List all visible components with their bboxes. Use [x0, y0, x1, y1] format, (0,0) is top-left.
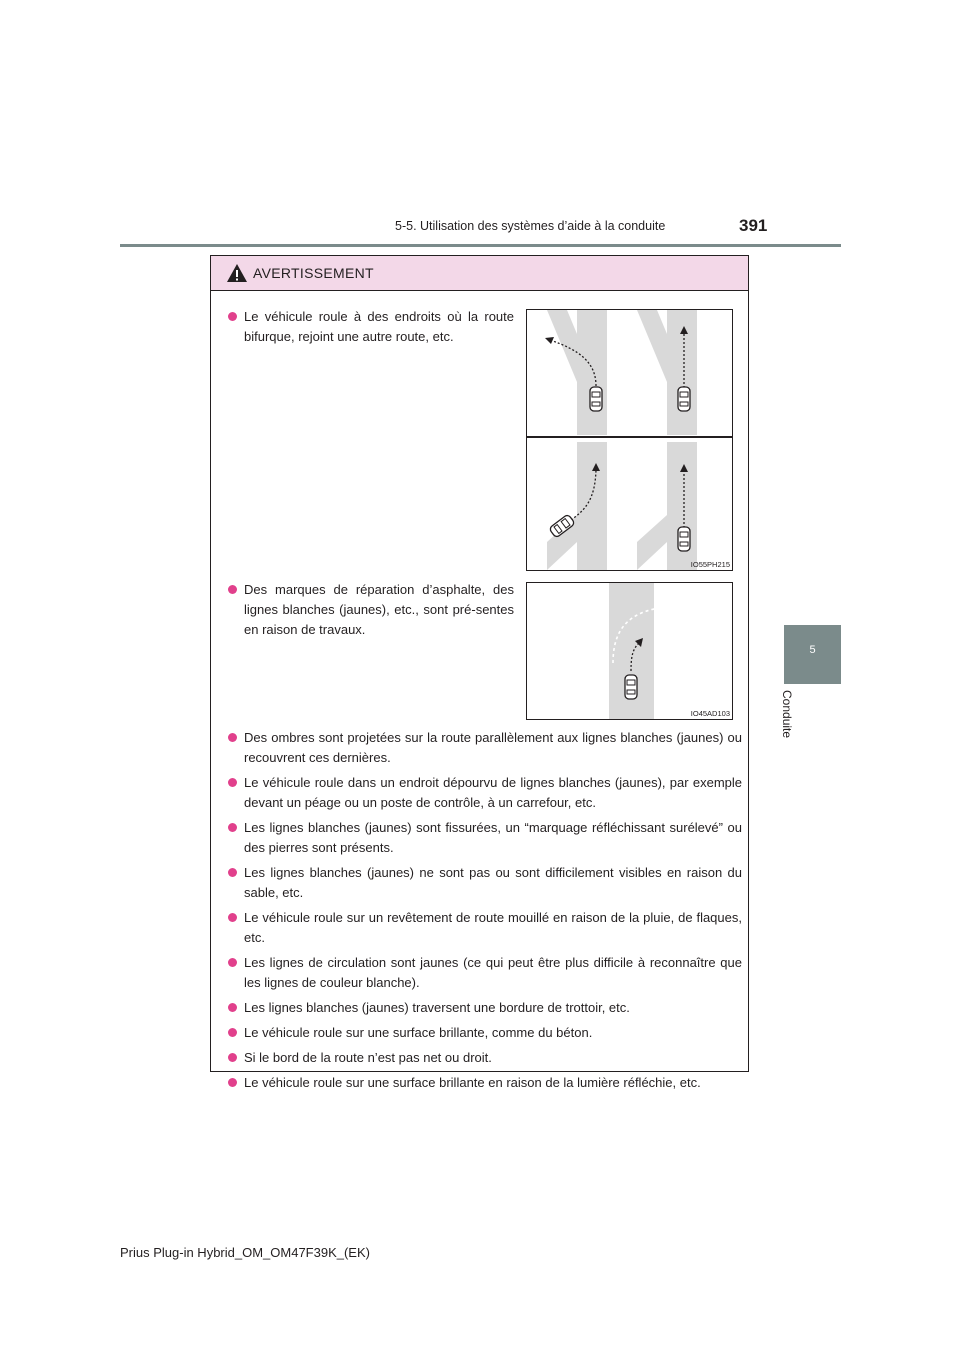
car-icon	[678, 387, 690, 411]
bullet-icon	[228, 1078, 237, 1087]
bullet-icon	[228, 823, 237, 832]
warning-header	[211, 256, 748, 291]
warning-triangle-icon	[226, 263, 248, 283]
figure-road-repair-marks	[526, 582, 733, 720]
bullet-icon	[228, 312, 237, 321]
road-repair-illustration	[527, 583, 732, 719]
figure-road-junctions	[526, 309, 733, 571]
bullet-icon	[228, 868, 237, 877]
bullet-icon	[228, 1053, 237, 1062]
chapter-number: 5	[809, 644, 816, 656]
bullet-icon	[228, 958, 237, 967]
car-icon	[678, 527, 690, 551]
chapter-label	[778, 690, 818, 750]
bullet-icon	[228, 1003, 237, 1012]
chapter-label-text: Conduite	[780, 690, 794, 739]
bullet-icon	[228, 733, 237, 742]
warning-box: AVERTISSEMENT Le véhicule roule à des endroits où la route bifurque, rejoint une autre route, etc. IO55PH215 Des marques de réparation d’asphalte, des lignes blanches (jaunes), etc., sont pré-sentes en raison de travaux. IO45AD103 Des ombres sont projetées sur la route parallèlement aux lignes blanches (jaunes) ou recouvrent ces dernières. Le véhicule roule dans un endroit dépourvu de lignes blanches (jaunes), par exemple devant un péage ou un poste de contrôle, à un carrefour, etc. Les lignes blanches (jaunes) sont fissurées, un “marquage réfléchissant surélevé” ou des pierres sont présents. Les lignes blanches (jaunes) ne sont pas ou sont difficilement visibles en raison du sable, etc. Le véhicule roule sur un revêtement de route mouillé en raison de la pluie, de flaques, etc. Les lignes de circulation sont jaunes (ce qui peut être plus difficile à reconnaître que les lignes de couleur blanche). Les lignes blanches (jaunes) traversent une bordure de trottoir, etc. Le véhicule roule sur une surface brillante, comme du béton. Si le bord de la route n’est pas net ou droit. Le véhicule roule sur une surface brillante en raison de la lumière réfléchie, etc.	[210, 255, 749, 1072]
figure-code: IO55PH215	[690, 560, 730, 569]
bullet-icon	[228, 1028, 237, 1037]
header-rule	[120, 244, 841, 247]
bullet-icon	[228, 585, 237, 594]
bullet-icon	[228, 778, 237, 787]
section-title: 5-5. Utilisation des systèmes d’aide à la conduite	[395, 219, 666, 233]
page-number: 391	[739, 216, 768, 235]
road-junction-illustration	[527, 310, 732, 570]
figure-code: IO45AD103	[690, 709, 730, 718]
bullet-icon	[228, 913, 237, 922]
car-icon	[590, 387, 602, 411]
warning-title: AVERTISSEMENT	[253, 265, 374, 281]
footer-text: Prius Plug-in Hybrid_OM_OM47F39K_(EK)	[120, 1245, 370, 1260]
car-icon	[625, 675, 637, 699]
